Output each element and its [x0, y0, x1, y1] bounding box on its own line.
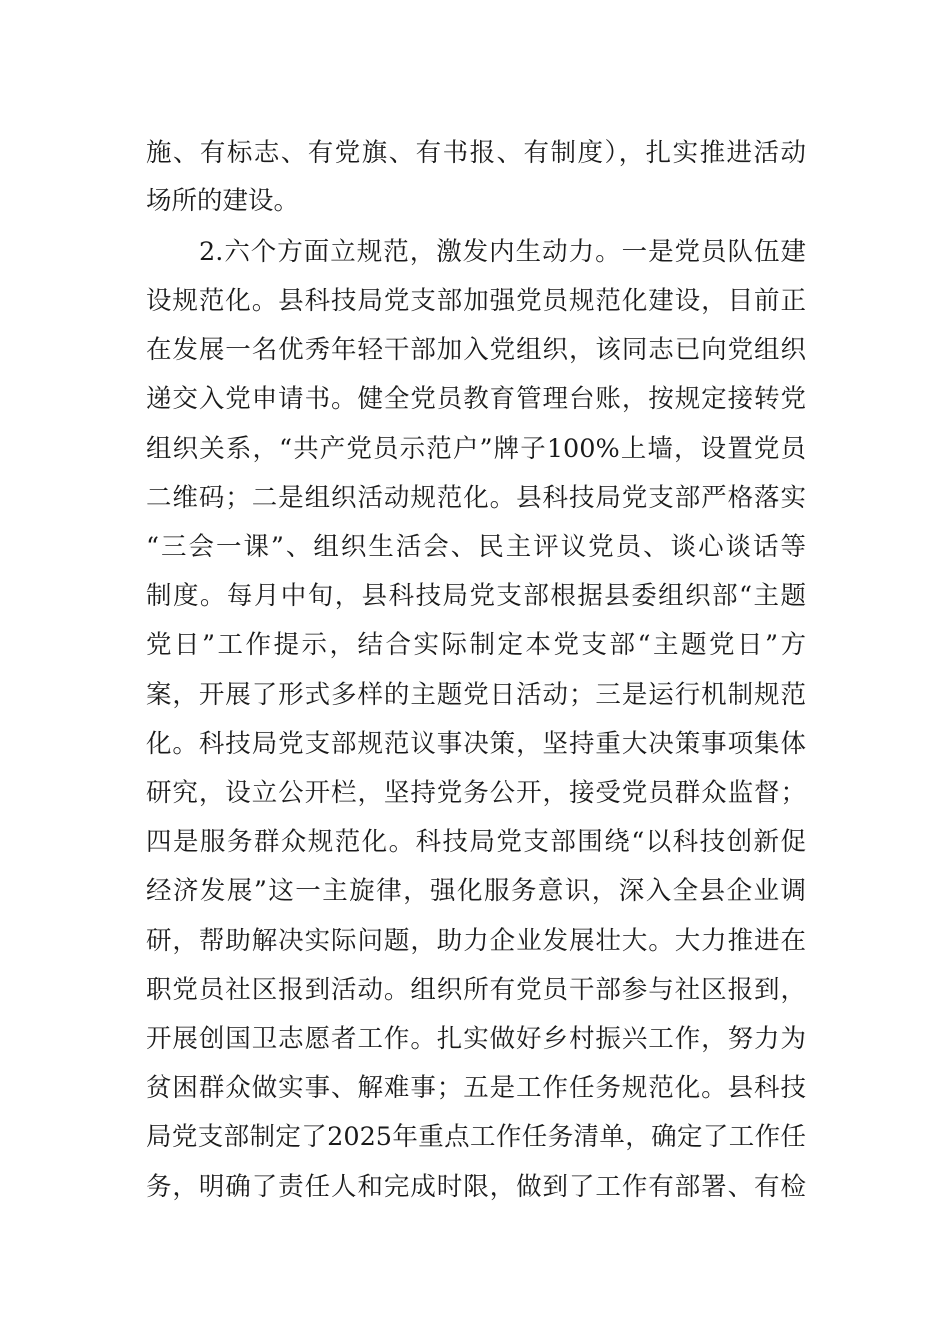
text-line-19: 开展创国卫志愿者工作。扎实做好乡村振兴工作，努力为: [146, 1024, 806, 1054]
text-line-9: “三会一课”、组织生活会、民主评议党员、谈心谈话等: [146, 532, 806, 562]
text-line-22: 务，明确了责任人和完成时限，做到了工作有部署、有检: [146, 1172, 806, 1202]
text-line-3: 2.六个方面立规范，激发内生动力。一是党员队伍建: [199, 237, 806, 267]
text-line-7: 组织关系，“共产党员示范户”牌子100%上墙，设置党员: [146, 434, 806, 464]
text-line-16: 经济发展”这一主旋律，强化服务意识，深入全县企业调: [146, 876, 806, 906]
text-line-2: 场所的建设。: [146, 186, 300, 216]
text-line-13: 化。科技局党支部规范议事决策，坚持重大决策事项集体: [146, 729, 806, 759]
text-line-15: 四是服务群众规范化。科技局党支部围绕“以科技创新促: [146, 827, 806, 857]
text-line-18: 职党员社区报到活动。组织所有党员干部参与社区报到，: [146, 975, 806, 1005]
text-line-21: 局党支部制定了2025年重点工作任务清单，确定了工作任: [146, 1122, 806, 1152]
text-line-20: 贫困群众做实事、解难事；五是工作任务规范化。县科技: [146, 1073, 806, 1103]
text-line-10: 制度。每月中旬，县科技局党支部根据县委组织部“主题: [146, 581, 806, 611]
text-line-17: 研，帮助解决实际问题，助力企业发展壮大。大力推进在: [146, 926, 806, 956]
text-line-14: 研究，设立公开栏，坚持党务公开，接受党员群众监督；: [146, 778, 806, 808]
text-line-6: 递交入党申请书。健全党员教育管理台账，按规定接转党: [146, 384, 806, 414]
text-line-1: 施、有标志、有党旗、有书报、有制度），扎实推进活动: [146, 138, 806, 168]
text-line-5: 在发展一名优秀年轻干部加入党组织，该同志已向党组织: [146, 335, 806, 365]
text-line-11: 党日”工作提示，结合实际制定本党支部“主题党日”方: [146, 630, 806, 660]
text-line-12: 案，开展了形式多样的主题党日活动；三是运行机制规范: [146, 680, 806, 710]
text-line-8: 二维码；二是组织活动规范化。县科技局党支部严格落实: [146, 483, 806, 513]
text-line-4: 设规范化。县科技局党支部加强党员规范化建设，目前正: [146, 286, 806, 316]
